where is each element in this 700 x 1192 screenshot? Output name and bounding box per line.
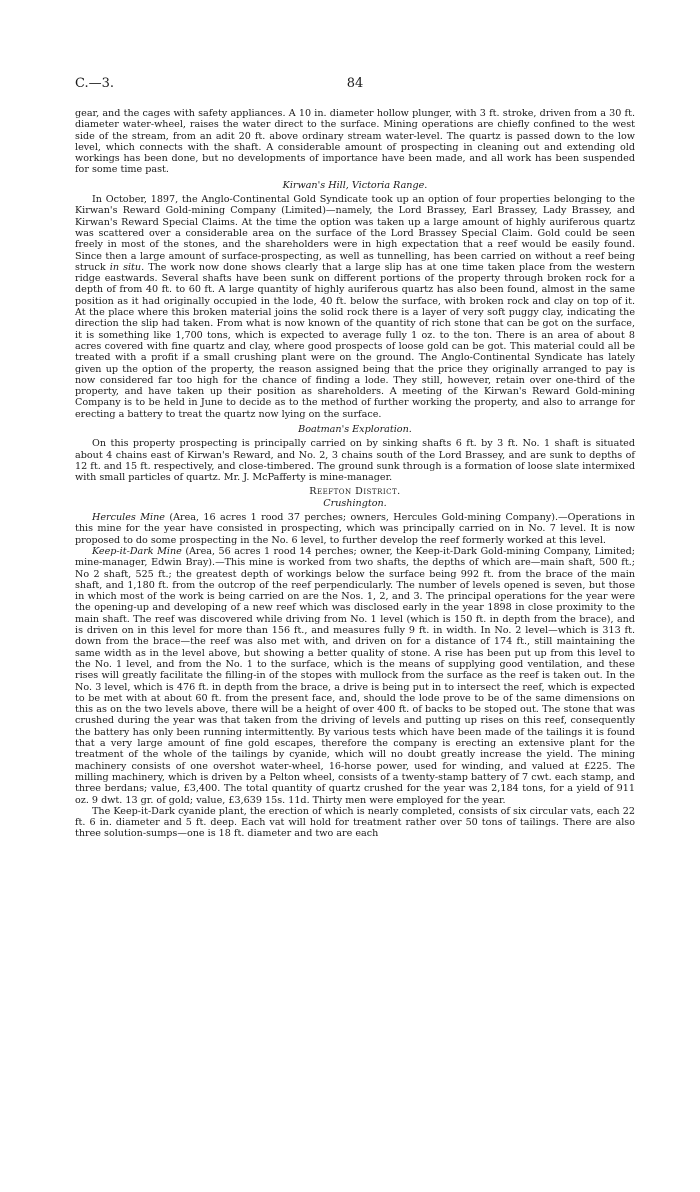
paragraph-keep-it-dark-mine — [75, 546, 635, 806]
page-number: 84 — [346, 76, 364, 91]
section-heading-kirwans-hill: Kirwan's Hill, Victoria Range. — [282, 179, 428, 191]
mine-name: Keep-it-Dark Mine — [92, 545, 182, 557]
document-body — [75, 108, 635, 840]
paragraph-kirwans-hill — [75, 194, 635, 420]
subdistrict-heading: Crushington. — [323, 497, 387, 509]
paragraph-text: The work now done shows clearly that a large slip has at one time taken place from the western ridge eastwards. Several shafts have been sunk on different portions of the property through broken rock for a depth of from 40 ft. to 60 ft. A large quantity of highly auriferous quartz has also been found, almost in the same position as it had originally occupied in the lode, 40 ft. below the surface, with broken rock and clay on top of it. At the place where this broken material joins the solid rock there is a layer of very soft puggy clay, indicating the direction the slip had taken. From what is now known of the quantity of rich stone that can be got on the surface, it is something like 1,700 tons, which is expected to average fully 1 oz. to the ton. There is an area of about 8 acres covered with fine quartz and clay, where good prospects of loose gold can be got. This material could all be treated with a profit if a small crushing plant were on the ground. The Anglo-Continental Syndicate has lately given up the option of the property, the reason assigned being that the price they originally arranged to pay is now considered far too high for the chance of finding a lode. They still, however, retain over one-third of the property, and have taken up their position as shareholders. A meeting of the Kirwan's Reward Gold-mining Company is to be held in June to decide as to the method of further working the property, and also to arrange for erecting a battery to treat the quartz now lying on the surface. — [75, 261, 635, 420]
paragraph-text: In October, 1897, the Anglo-Continental Gold Syndicate took up an option of four properties belonging to the Kirwan's Reward Gold-mining Company (Limited)—namely, the Lord Brassey, Earl Brassey, Lady Brassey, and Kirwan's Reward Special Claims. At the time the option was taken up a large amount of highly auriferous quartz was scattered over a considerable area on the surface of the Lord Brassey Special Claim. Gold could be seen freely in most of the stones, and the shareholders were in high expectation that a reef would be easily found. Since then a large amount of surface-prospecting, as well as tunnelling, has been carried on without a reef being struck — [75, 194, 635, 273]
document-reference: C.—3. — [75, 76, 115, 91]
section-heading-boatmans-exploration: Boatman's Exploration. — [298, 424, 412, 436]
page-header — [75, 76, 635, 96]
district-heading: Reefton District. — [309, 485, 401, 497]
paragraph-continuation: gear, and the cages with safety appliances. A 10 in. diameter hollow plunger, with 3 ft. stroke, driven from a 30 ft. diameter water-wheel, raises the water direct to the surface. Mining operations are chiefly confined to the west side of the stream, from an adit 20 ft. above ordinary stream water-level. The quartz is passed down to the low level, which connects with the shaft. A considerable amount of prospecting in cleaning out and extending old workings has been done, but no developments of importance have been made, and all work has been suspended for some time past. — [75, 108, 635, 176]
paragraph-hercules-mine — [75, 512, 635, 546]
paragraph-text: (Area, 56 acres 1 rood 14 perches; owner, the Keep-it-Dark Gold-mining Company, Limited; mine-manager, Edwin Bray).—This mine is worked from two shafts, the depths of which are—main shaft, 500 ft.; No 2 shaft, 525 ft.; the greatest depth of workings below the surface being 992 ft. from the brace of the main shaft, and 1,180 ft. from the outcrop of the reef perpendicularly. The number of levels opened is seven, but those in which most of the work is being carried on are the Nos. 1, 2, and 3. The principal operations for the year were the opening-up and developing of a new reef which was disclosed early in the year 1898 in close proximity to the main shaft. The reef was discovered while driving from No. 1 level (which is 150 ft. in depth from the brace), and is driven on in this level for more than 156 ft., and measures fully 9 ft. in width. In No. 2 level—which is 313 ft. down from the brace—the reef was also met with, and driven on for a distance of 174 ft., still maintaining the same width as in the level above, but showing a better quality of stone. A rise has been put up from this level to the No. 1 level, and from the No. 1 to the surface, which is the means of supplying good ventilation, and these rises will greatly facilitate the filling-in of the stopes with mullock from the surface as the reef is taken out. In the No. 3 level, which is 476 ft. in depth from the brace, a drive is being put in to intersect the reef, which is expected to be met with at about 60 ft. from the present face, and, should the lode prove to be of the same dimensions on this as on the two levels above, there will be a height of over 400 ft. of backs to be stoped out. The stone that was crushed during the year was that taken from the driving of levels and putting up rises on this reef, consequently the battery has only been running intermittently. By various tests which have been made of the tailings it is found that a very large amount of fine gold escapes, therefore the company is erecting an extensive plant for the treatment of the whole of the tailings by cyanide, which will no doubt greatly increase the yield. The mining machinery consists of one overshot water-wheel, 16-horse power, used for winding, and valued at £225. The milling machinery, which is driven by a Pelton wheel, consists of a twenty-stamp battery of 7 cwt. each stamp, and three berdans; value, £3,400. The total quantity of quartz crushed for the year was 2,184 tons, for a yield of 911 oz. 9 dwt. 13 gr. of gold; value, £3,639 15s. 11d. Thirty men were employed for the year. — [75, 545, 636, 806]
italic-phrase: in situ. — [109, 261, 145, 273]
paragraph-cyanide-plant: The Keep-it-Dark cyanide plant, the erection of which is nearly completed, consists of six circular vats, each 22 ft. 6 in. diameter and 5 ft. deep. Each vat will hold for treatment rather over 50 tons of tailings. There are also three solution-sumps—one is 18 ft. diameter and two are each — [75, 805, 635, 840]
mine-name: Hercules Mine — [92, 512, 165, 524]
paragraph-boatmans: On this property prospecting is principally carried on by sinking shafts 6 ft. by 3 ft. No. 1 shaft is situated about 4 chains east of Kirwan's Reward, and No. 2, 3 chains south of the Lord Brassey, and are sunk to depths of 12 ft. and 15 ft. respectively, and close-timbered. The ground sunk through is a formation of loose slate intermixed with small particles of quartz. Mr. J. McPafferty is mine-manager. — [75, 438, 635, 484]
paragraph-text: (Area, 16 acres 1 rood 37 perches; owners, Hercules Gold-mining Company).—Operations in this mine for the year have consisted in prospecting, which was principally carried on in No. 7 level. It is now proposed to do some prospecting in the No. 6 level, to further develop the reef formerly worked at this level. — [75, 512, 635, 546]
